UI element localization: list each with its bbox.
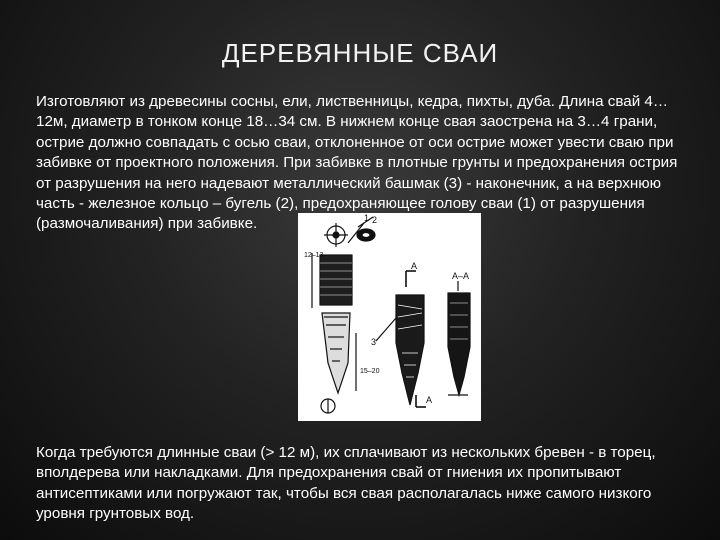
label-dim-left: 12–13 xyxy=(304,252,324,259)
label-2: 2 xyxy=(372,215,378,225)
label-a-bottom: А xyxy=(426,395,433,405)
paragraph-description: Изготовляют из древесины сосны, ели, лиственницы, кедра, пихты, дуба. Длина свай 4…12м, диаметр в тонком конце 18…34 см. В нижнем конце свая заострена на 3…4 грани, острие должно совпадать с осью сваи, отклоненное от оси острие может увести сваю при забивке от проектного положения. При забивке в плотные грунты и предохранения острия от разрушения на него надевают металлический башмак (3) - наконечник, а на верхнюю часть - железное кольцо – бугель (2), предохраняющее голову сваи (1) от разрушения (размочаливания) при забивке. xyxy=(36,93,678,233)
pile-body-right xyxy=(448,293,470,395)
pile-head xyxy=(320,255,352,305)
label-a-top: А xyxy=(411,261,418,271)
pile-diagram-image xyxy=(298,213,481,421)
label-1: 1 xyxy=(364,213,370,223)
paragraph-long-piles: Когда требуются длинные сваи (> 12 м), их сплачивают из нескольких бревен - в торец, вполдерева или накладками. Для предохранения свай от гниения их пропитывают антисептиками или погружают так, чтобы вся свая располагалась ниже самого низкого уровня грунтовых вод. xyxy=(36,444,656,523)
label-dim-right: 15–20 xyxy=(360,368,380,375)
pile-diagram xyxy=(298,213,481,421)
label-section: А–А xyxy=(452,271,470,281)
label-3: 3 xyxy=(371,337,377,347)
slide-title: ДЕРЕВЯННЫЕ СВАИ xyxy=(221,38,499,68)
pile-body-middle xyxy=(396,295,424,405)
